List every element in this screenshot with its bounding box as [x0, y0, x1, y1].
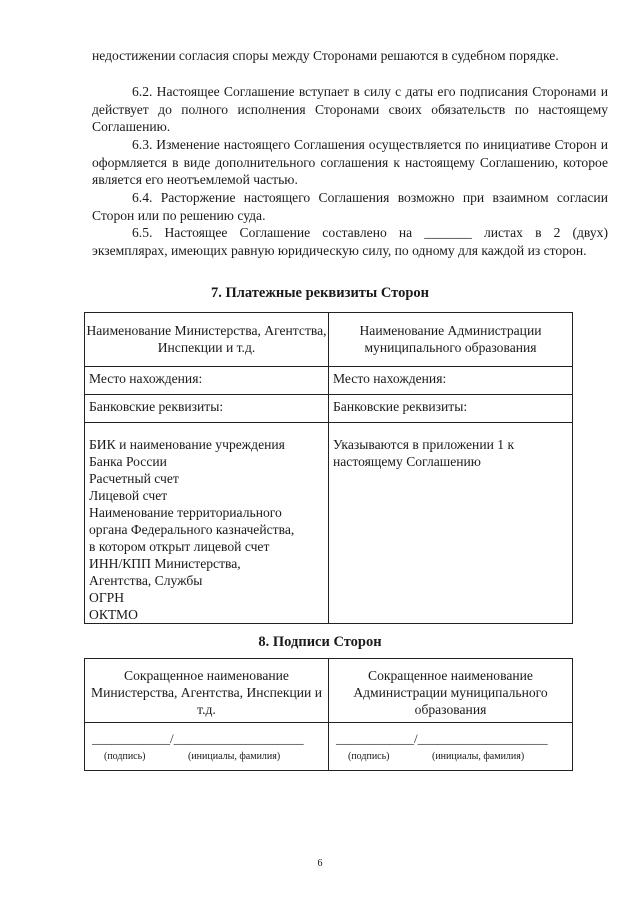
detail-line: Агентства, Службы	[89, 573, 203, 588]
detail-line: Наименование территориального	[89, 505, 282, 520]
administration-location-cell: Место нахождения:	[329, 367, 573, 395]
ministry-signature-caption: (подпись)	[104, 751, 146, 762]
administration-name-caption: (инициалы, фамилия)	[432, 751, 525, 762]
clause-6-3: 6.3. Изменение настоящего Соглашения осуществляется по инициативе Сторон и оформляется в виде дополнительного соглашения к настоящему Соглашению, которое является его неотъемлемой частью.	[92, 137, 608, 188]
clause-6-1-end: недостижении согласия споры между Сторонами решаются в судебном порядке.	[92, 48, 559, 63]
administration-bank-details	[329, 423, 573, 624]
administration-header-cell: Наименование Администрации муниципального образования	[329, 313, 573, 367]
detail-line: настоящему Соглашению	[333, 454, 481, 469]
section-8-title: 8. Подписи Сторон	[258, 634, 382, 650]
detail-line: Банка России	[89, 454, 167, 469]
administration-signature-line: ____________/____________________	[336, 731, 548, 746]
clause-6-5: 6.5. Настоящее Соглашение составлено на _______ листах в 2 (двух) экземплярах, имеющих равную юридическую силу, по одному для каждой из сторон.	[92, 225, 608, 258]
ministry-bank-details	[85, 423, 329, 624]
ministry-name-caption: (инициалы, фамилия)	[188, 751, 281, 762]
clause-6-2: 6.2. Настоящее Соглашение вступает в силу с даты его подписания Сторонами и действует до полного исполнения Сторонами своих обязательств по настоящему Соглашению.	[92, 84, 608, 135]
administration-signature-caption: (подпись)	[348, 751, 390, 762]
detail-line: БИК и наименование учреждения	[89, 437, 285, 452]
section-7-title: 7. Платежные реквизиты Сторон	[210, 285, 430, 301]
detail-line: Лицевой счет	[89, 488, 168, 503]
detail-line: Указываются в приложении 1 к	[333, 437, 515, 452]
detail-line: органа Федерального казначейства,	[89, 522, 295, 537]
administration-bank-cell: Банковские реквизиты:	[329, 395, 573, 423]
ministry-header-cell: Наименование Министерства, Агентства, Инспекции и т.д.	[85, 313, 329, 367]
detail-line: в котором открыт лицевой счет	[89, 539, 270, 554]
ministry-short-name-cell: Сокращенное наименование Министерства, Агентства, Инспекции и т.д.	[85, 659, 329, 723]
payment-details-table	[84, 312, 573, 624]
ministry-signature-line: ____________/____________________	[92, 731, 304, 746]
detail-line: ОГРН	[89, 590, 125, 605]
detail-line: Расчетный счет	[89, 471, 179, 486]
ministry-location-cell: Место нахождения:	[85, 367, 329, 395]
clause-6-4: 6.4. Расторжение настоящего Соглашения возможно при взаимном согласии Сторон или по решению суда.	[92, 190, 608, 223]
administration-short-name-cell: Сокращенное наименование Администрации муниципального образования	[329, 659, 573, 723]
ministry-bank-cell: Банковские реквизиты:	[85, 395, 329, 423]
detail-line: ОКТМО	[89, 607, 138, 622]
detail-line: ИНН/КПП Министерства,	[89, 556, 241, 571]
page-number: 6	[317, 858, 323, 869]
